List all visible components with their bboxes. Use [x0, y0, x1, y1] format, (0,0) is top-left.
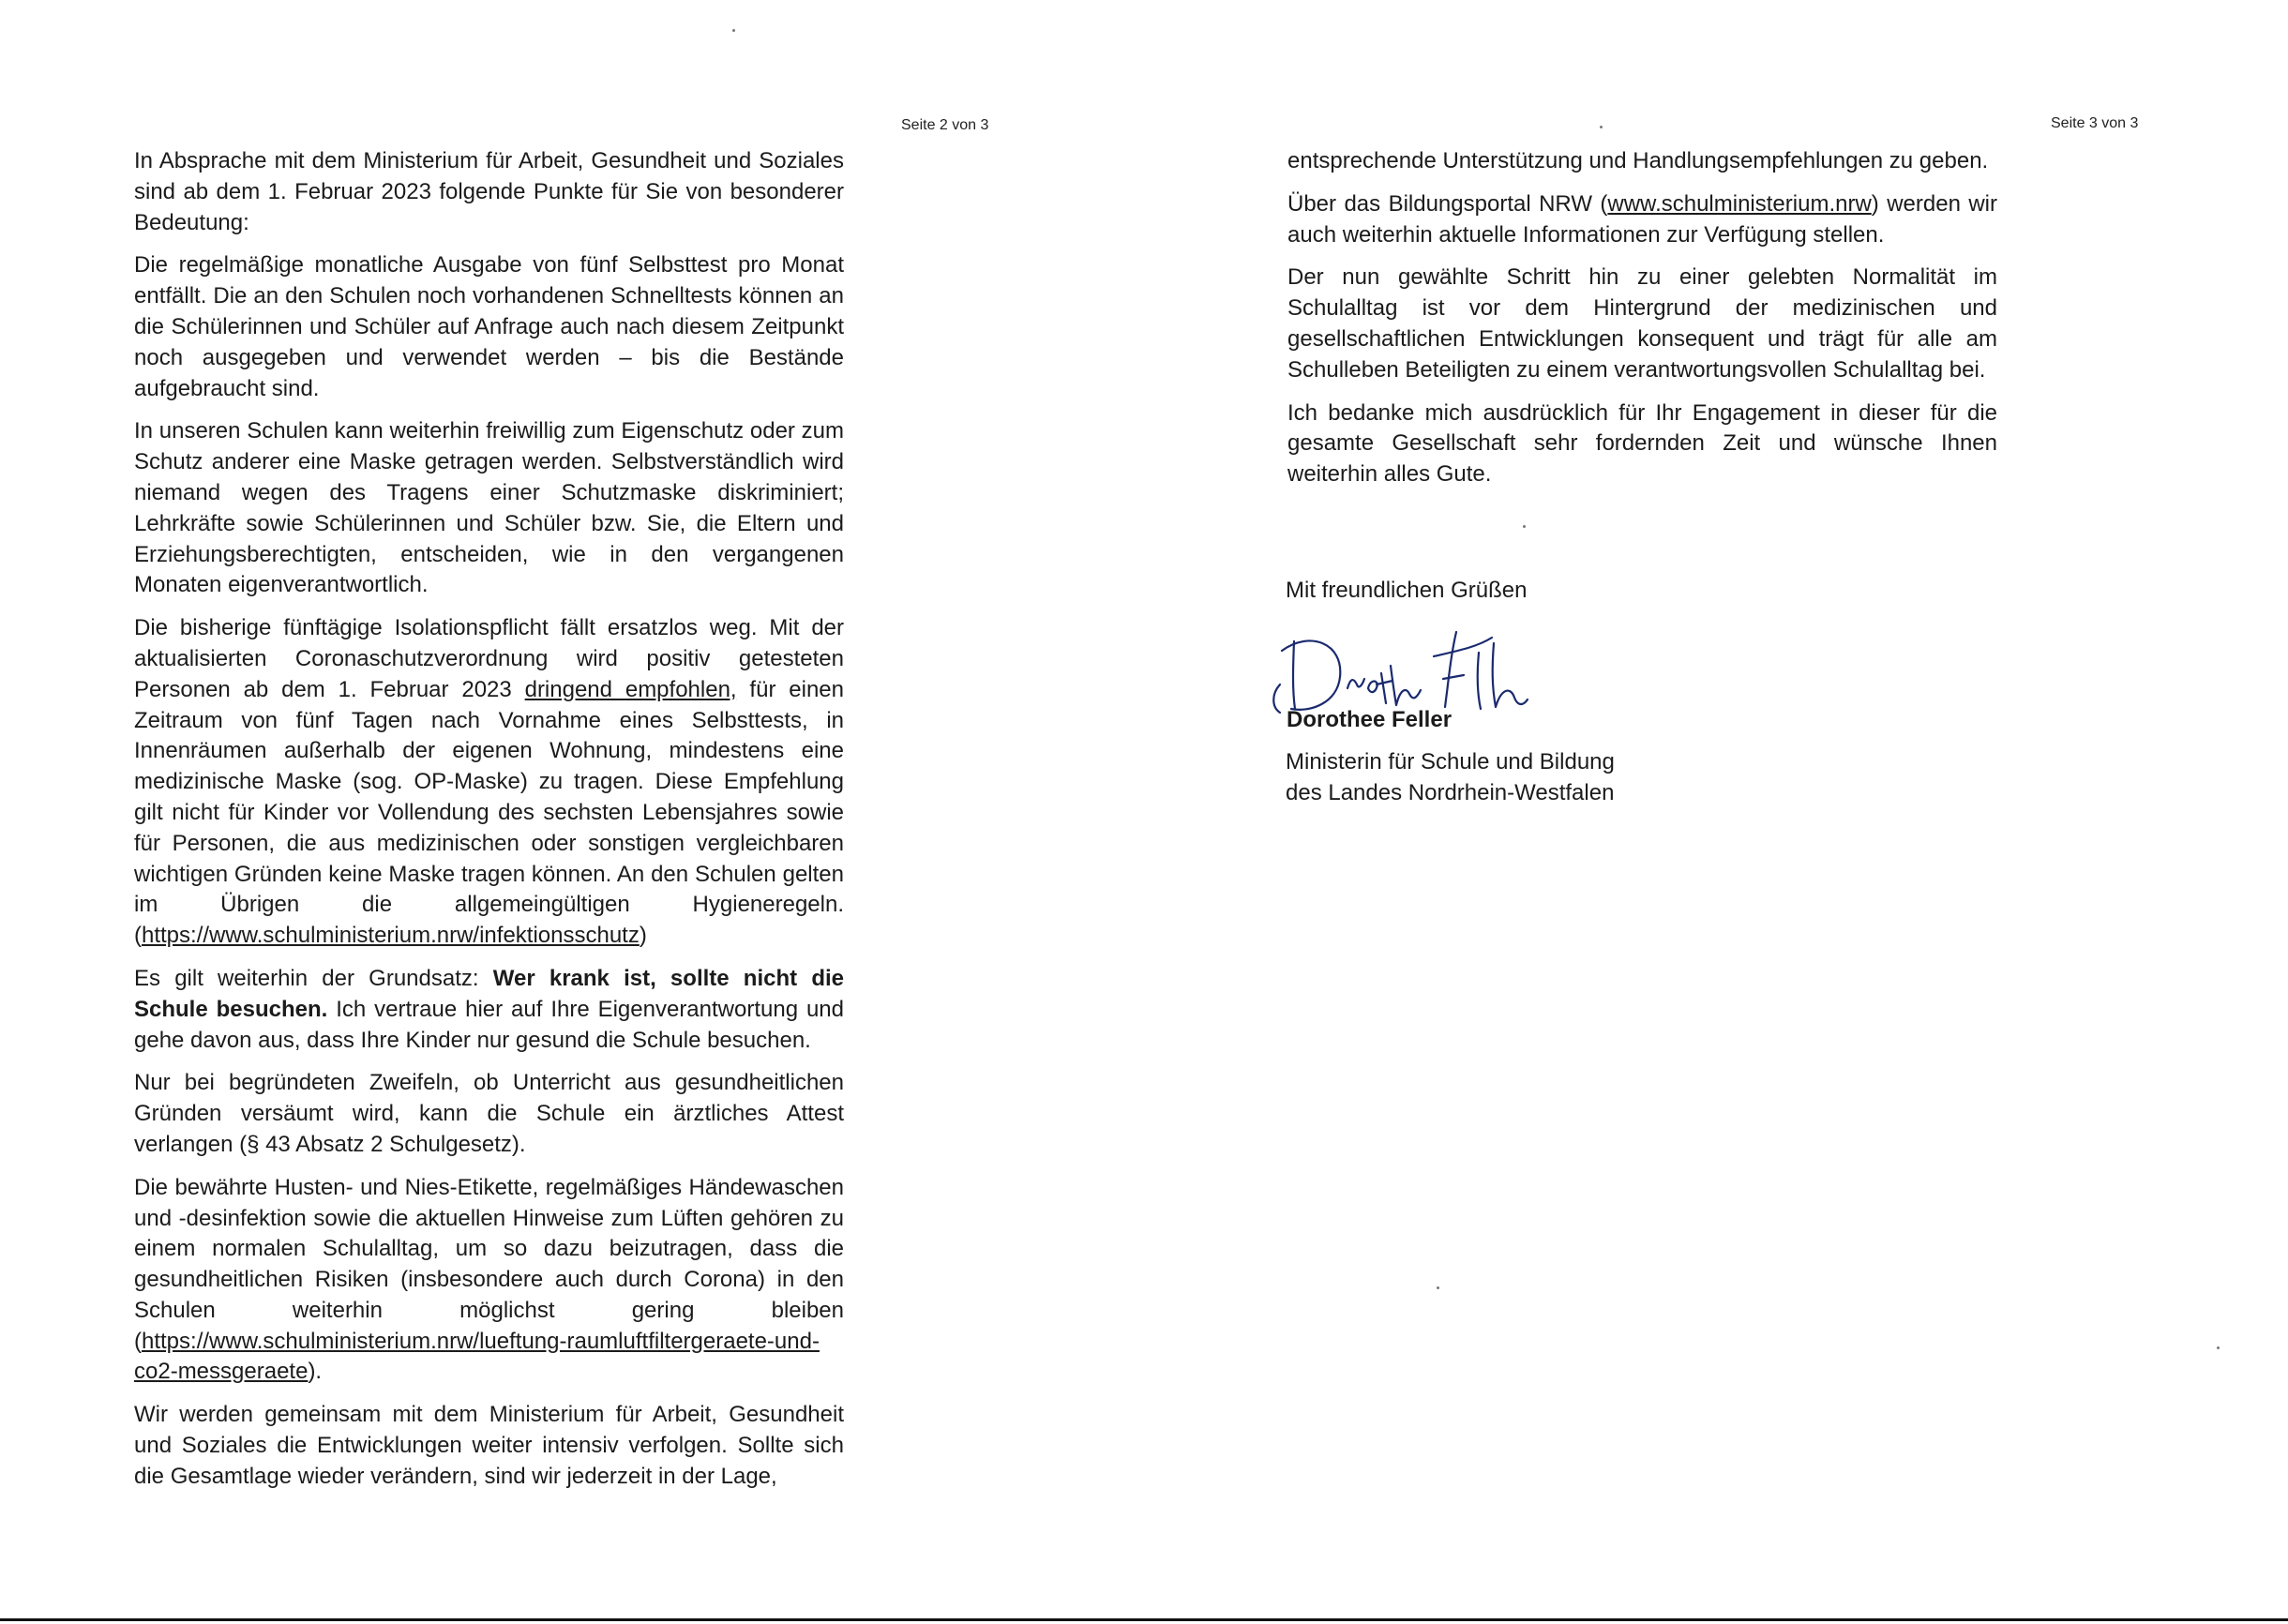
paragraph-text: für einen Zeitraum von fünf Tagen nach Vornahme eines Selbsttests, in Innenräumen außerhalb der eigenen Wohnung, mindestens eine medizinische Maske (sog. OP-Maske) zu tragen. Diese Empfehlung gilt nicht für Kinder vor Vollendung des sechsten Lebensjahres sowie für Personen, die aus medizinischen oder sonstigen vergleichbaren wichtigen Gründen keine Maske tragen können. An den Schulen gelten im Übrigen die allgemeingültigen Hygieneregeln. ( [134, 676, 844, 949]
paragraph-text: Über das Bildungsportal NRW ( [1287, 190, 1608, 217]
signer-name: Dorothee Feller [1287, 707, 1453, 732]
paragraph-text: Es gilt weiterhin der Grundsatz: [134, 965, 493, 991]
paragraph: Wir werden gemeinsam mit dem Ministerium für Arbeit, Gesundheit und Soziales die Entwicklungen weiter intensiv verfolgen. Sollte sich die Gesamtlage wieder verändern, sind wir jederzeit in der Lage, [134, 1402, 844, 1489]
scan-edge-line [0, 1618, 2288, 1621]
letter-body [1287, 146, 1997, 503]
closing-salutation: Mit freundlichen Grüßen [1286, 578, 1528, 603]
emphasis-underlined: dringend empfohlen, [524, 676, 737, 702]
bold-statement: Wer krank ist, sollte nicht die Schule besuchen. [134, 965, 844, 1022]
paragraph [1287, 189, 1997, 251]
scan-speck [2217, 1346, 2220, 1349]
lueftung-link[interactable]: https://www.schulministerium.nrw/lueftung-raumluftfiltergeraete-und-co2-messgeraete [134, 1328, 820, 1385]
paragraph: entsprechende Unterstützung und Handlungsempfehlungen zu geben. [1287, 148, 1989, 173]
paragraph-text: Die bisherige fünftägige Isolationspflicht fällt ersatzlos weg. Mit der aktualisierten Coronaschutzverordnung wird positiv getesteten Personen ab dem 1. Februar 2023 [134, 615, 844, 702]
signer-title [1286, 746, 1615, 808]
letter-page-3 [1144, 0, 2288, 1624]
page-number: Seite 3 von 3 [2051, 115, 2139, 131]
paragraph-text: Die bewährte Husten- und Nies-Etikette, regelmäßiges Händewaschen und -desinfektion sowie die aktuellen Hinweise zum Lüften gehören zu einem normalen Schulalltag, um so dazu beizutragen, dass die gesundheitlichen Risiken (insbesondere auch durch Corona) in den Schulen weiterhin möglichst gering bleiben ( [134, 1174, 844, 1354]
paragraph-text: Ich vertraue hier auf Ihre Eigenverantwortung und gehe davon aus, dass Ihre Kinder nur gesund die Schule besuchen. [134, 996, 845, 1053]
infektionsschutz-link[interactable]: https://www.schulministerium.nrw/infektionsschutz [142, 923, 640, 949]
paragraph: In unseren Schulen kann weiterhin freiwillig zum Eigenschutz oder zum Schutz anderer eine Maske getragen werden. Selbstverständlich wird niemand wegen des Tragens einer Schutzmaske diskriminiert; Lehrkräfte sowie Schülerinnen und Schüler bzw. Sie, die Eltern und Erziehungsberechtigten, entscheiden, wie in den vergangenen Monaten eigenverantwortlich. [134, 418, 844, 598]
paragraph: Ich bedanke mich ausdrücklich für Ihr Engagement in dieser für die gesamte Gesellschaft sehr fordernden Zeit und wünsche Ihnen weiterhin alles Gute. [1287, 399, 1997, 488]
paragraph [134, 1173, 844, 1389]
signer-title-line: Ministerin für Schule und Bildung [1286, 749, 1615, 774]
paragraph [134, 964, 844, 1056]
signer-title-line: des Landes Nordrhein-Westfalen [1286, 780, 1615, 805]
paragraph: Der nun gewählte Schritt hin zu einer gelebten Normalität im Schulalltag ist vor dem Hintergrund der medizinischen und gesellschaftlichen Entwicklungen konsequent und trägt für alle am Schulleben Beteiligten zu einem verantwortungsvollen Schulalltag bei. [1287, 264, 1997, 383]
paragraph: Die regelmäßige monatliche Ausgabe von fünf Selbsttest pro Monat entfällt. Die an den Schulen noch vorhandenen Schnelltests können an die Schülerinnen und Schüler auf Anfrage auch nach diesem Zeitpunkt noch ausgegeben und verwendet werden – bis die Bestände aufgebraucht sind. [134, 252, 844, 401]
scan-speck [1600, 126, 1603, 128]
paragraph: Nur bei begründeten Zweifeln, ob Unterricht aus gesundheitlichen Gründen versäumt wird, kann die Schule ein ärztliches Attest verlangen (§ 43 Absatz 2 Schulgesetz). [134, 1070, 844, 1157]
scan-speck [1523, 525, 1526, 528]
paragraph [134, 613, 844, 952]
page-number: Seite 2 von 3 [901, 117, 989, 133]
letter-body [134, 146, 844, 1505]
paragraph-text: ) [639, 923, 647, 949]
paragraph: In Absprache mit dem Ministerium für Arbeit, Gesundheit und Soziales sind ab dem 1. Februar 2023 folgende Punkte für Sie von besonderer Bedeutung: [134, 148, 844, 235]
paragraph-text: ). [308, 1359, 323, 1385]
paragraph-text: ) werden wir auch weiterhin aktuelle Informationen zur Verfügung stellen. [1287, 190, 1997, 248]
scan-speck [732, 29, 735, 32]
scan-speck [1437, 1286, 1439, 1289]
bildungsportal-link[interactable]: www.schulministerium.nrw [1607, 190, 1872, 217]
